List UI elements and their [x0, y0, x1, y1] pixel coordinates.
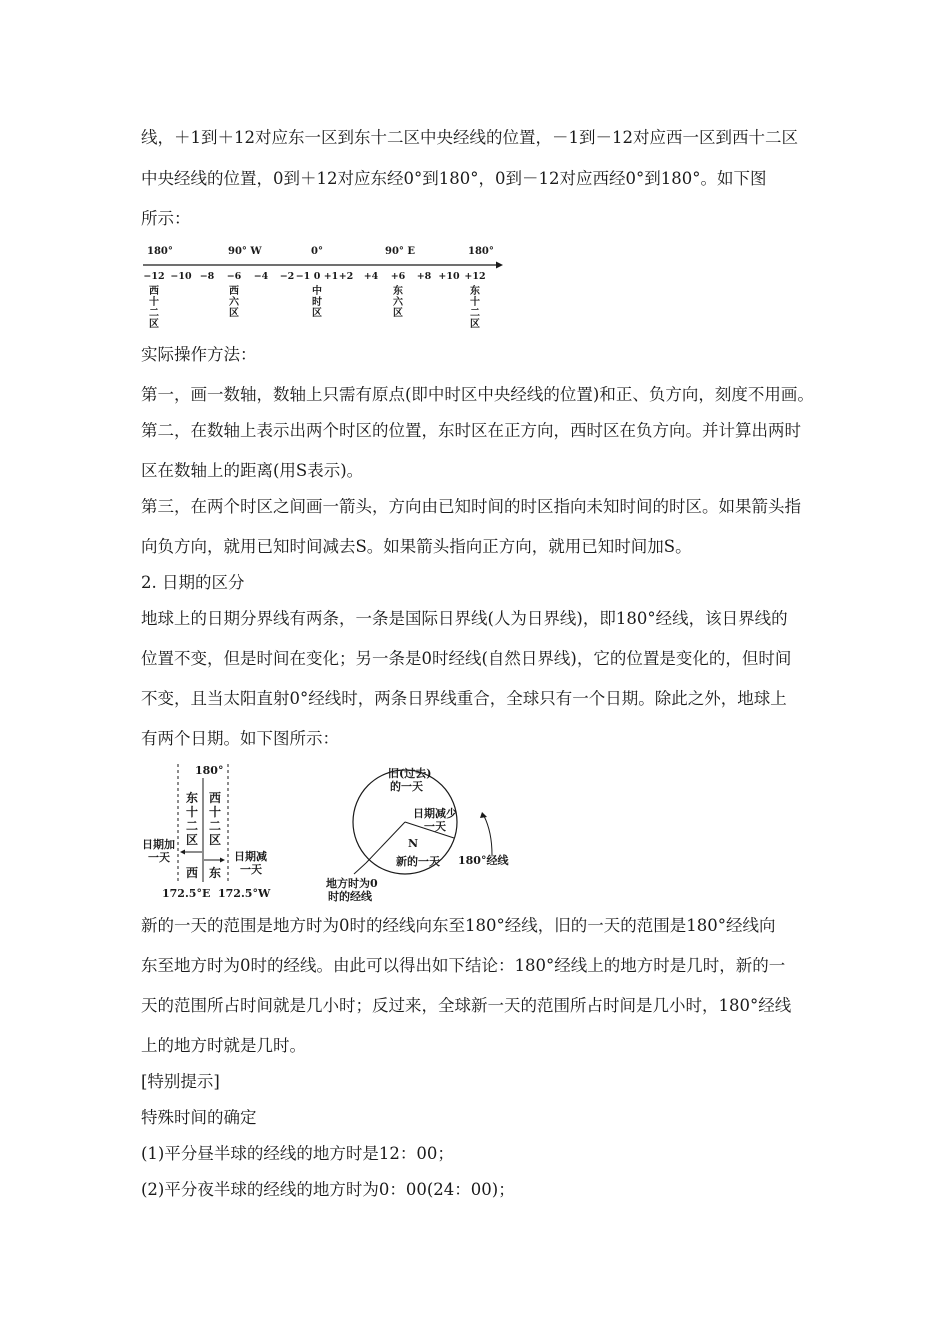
text-line: 第二，在数轴上表示出两个时区的位置，东时区在正方向，西时区在负方向。并计算出两时: [141, 421, 801, 440]
zone-char: 区: [393, 308, 403, 319]
text-line: 线，＋1到＋12对应东一区到东十二区中央经线的位置，－1到－12对应西一区到西十二区: [141, 128, 798, 147]
text-line: 区在数轴上的距离(用S表示)。: [141, 461, 364, 480]
zone-char: 区: [149, 319, 159, 330]
tick-label: −1: [295, 271, 311, 282]
text-line: 东至地方时为0时的经线。由此可以得出如下结论：180°经线上的地方时是几时，新的一: [141, 956, 786, 975]
rotation-arrowhead: [480, 812, 487, 818]
tick-label: +8: [416, 271, 432, 282]
midnight-pointer: [354, 863, 366, 874]
text-line: 所示：: [141, 209, 191, 228]
zone-char: 二: [185, 819, 199, 833]
meridian-180-label: 180°经线: [458, 854, 509, 867]
longitude-east: 172.5°E: [162, 887, 211, 900]
text-line: 上的地方时就是几时。: [141, 1036, 306, 1055]
tick-label: +4: [363, 271, 379, 282]
list-item: (1)平分昼半球的经线的地方时是12：00；: [141, 1144, 454, 1163]
section-heading: 2. 日期的区分: [141, 573, 245, 592]
zone-char: 中: [312, 286, 322, 297]
text-line: 位置不变，但是时间在变化；另一条是0时经线(自然日界线)，它的位置是变化的，但时间: [141, 649, 792, 668]
text-line: 新的一天的范围是地方时为0时的经线向东至180°经线，旧的一天的范围是180°经线向: [141, 916, 776, 935]
old-day-label: 旧(过去): [388, 767, 432, 780]
zone-char: 西: [229, 286, 239, 297]
midnight-meridian-label: 时的经线: [328, 890, 372, 903]
tick-label: −6: [226, 271, 242, 282]
arrowhead-left: [180, 850, 185, 855]
zone-char: 区: [208, 833, 222, 847]
tick-label: −2: [279, 271, 295, 282]
label-90w: 90° W: [228, 246, 262, 257]
reduce-day-label: 一天: [424, 820, 446, 833]
zone-char: 二: [208, 819, 222, 833]
zone-char: 区: [185, 833, 199, 847]
text-line: 第一，画一数轴，数轴上只需有原点(即中时区中央经线的位置)和正、负方向，刻度不用画。: [141, 385, 814, 404]
subtract-day-note: 日期减: [234, 850, 267, 863]
text-line: 实际操作方法：: [141, 345, 257, 364]
zone-char: 区: [470, 319, 480, 330]
text-line: 天的范围所占时间就是几小时；反过来，全球新一天的范围所占时间是几小时，180°经线: [141, 996, 792, 1015]
west-label: 西: [185, 866, 199, 880]
arrowhead-right: [220, 858, 225, 863]
axis-arrow: [496, 262, 503, 269]
zone-char: 时: [312, 297, 322, 308]
old-day-label: 的一天: [390, 780, 423, 793]
tick-label: −10: [170, 271, 192, 282]
label-180: 180°: [195, 764, 224, 777]
text-line: 中央经线的位置，0到＋12对应东经0°到180°，0到－12对应西经0°到180°。如下图: [141, 169, 767, 188]
text-line: 地球上的日期分界线有两条，一条是国际日界线(人为日界线)，即180°经线，该日界线的: [141, 609, 788, 628]
text-line: 特殊时间的确定: [141, 1108, 257, 1127]
tick-label: 0: [313, 271, 321, 282]
timezone-number-line-figure: [141, 240, 511, 335]
zone-char: 十: [470, 297, 480, 308]
zone-char: 西: [208, 791, 222, 805]
zone-char: 东: [393, 286, 403, 297]
zone-char: 六: [393, 297, 403, 308]
zone-char: 区: [312, 308, 322, 319]
zone-char: 区: [229, 308, 239, 319]
tick-label: −8: [199, 271, 215, 282]
zone-char: 十: [149, 297, 159, 308]
tick-label: +2: [338, 271, 354, 282]
rotation-arrow: [484, 816, 492, 855]
tick-label: +12: [464, 271, 486, 282]
midnight-meridian-label: 地方时为0: [326, 877, 378, 890]
subtract-day-note: 一天: [240, 863, 262, 876]
tick-label: −12: [143, 271, 165, 282]
zone-char: 十: [185, 805, 199, 819]
longitude-west: 172.5°W: [218, 887, 271, 900]
text-line: 第三，在两个时区之间画一箭头，方向由已知时间的时区指向未知时间的时区。如果箭头指: [141, 497, 801, 516]
note-heading: [特别提示]: [141, 1072, 220, 1091]
zone-char: 二: [149, 308, 159, 319]
label-90e: 90° E: [385, 246, 416, 257]
zone-char: 六: [229, 297, 239, 308]
reduce-day-label: 日期减少: [413, 807, 457, 820]
date-line-figure: [140, 760, 285, 902]
add-day-note: 一天: [148, 851, 170, 864]
zone-char: 十: [208, 805, 222, 819]
text-line: 不变，且当太阳直射0°经线时，两条日界线重合，全球只有一个日期。除此之外，地球上: [141, 689, 787, 708]
zone-char: 二: [470, 308, 480, 319]
label-0: 0°: [311, 246, 323, 257]
tick-label: +6: [390, 271, 406, 282]
add-day-note: 日期加: [142, 838, 175, 851]
polar-date-figure: [320, 760, 520, 905]
text-line: 向负方向，就用已知时间减去S。如果箭头指向正方向，就用已知时间加S。: [141, 537, 692, 556]
label-180e: 180°: [468, 246, 494, 257]
label-180w: 180°: [147, 246, 173, 257]
zone-char: 东: [470, 286, 480, 297]
list-item: (2)平分夜半球的经线的地方时为0：00(24：00)；: [141, 1180, 515, 1199]
zone-char: 西: [149, 286, 159, 297]
new-day-label: 新的一天: [396, 855, 440, 868]
text-line: 有两个日期。如下图所示：: [141, 729, 339, 748]
zone-char: 东: [185, 791, 199, 805]
tick-label: +1: [323, 271, 339, 282]
pole-label: N: [408, 837, 419, 850]
tick-label: +10: [438, 271, 460, 282]
tick-label: −4: [253, 271, 269, 282]
east-label: 东: [208, 866, 222, 880]
